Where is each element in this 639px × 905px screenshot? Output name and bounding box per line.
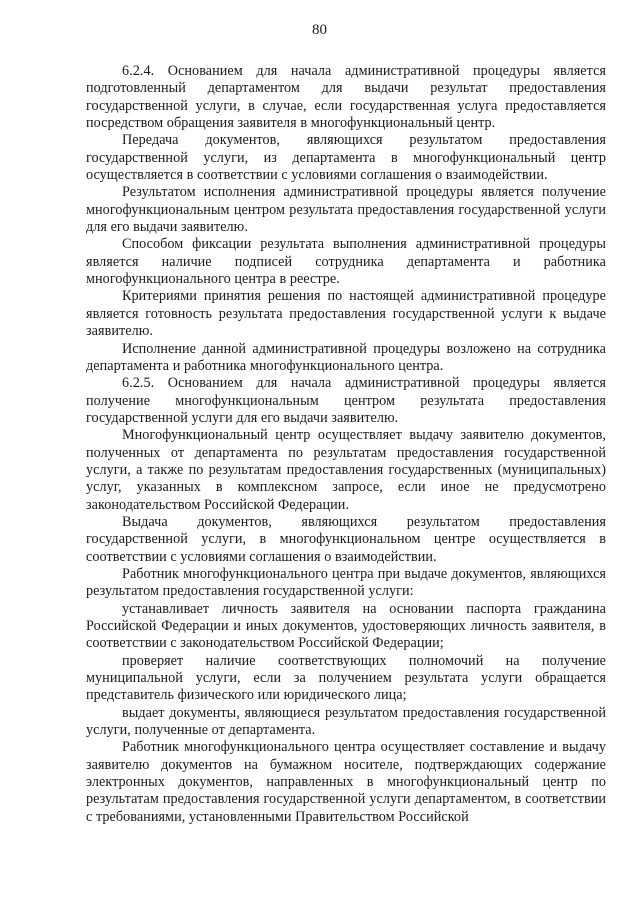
paragraph-decision-criteria: Критериями принятия решения по настоящей административной процедуре является готовность результата предоставления государственной услуги к выдаче заявителю. xyxy=(86,288,606,340)
paragraph-6-2-4: 6.2.4. Основанием для начала административной процедуры является подготовленный департаментом для выдачи результат предоставления государственной услуги, в случае, если государственная услуга предоставляется посредством обращения заявителя в многофункциональный центр. xyxy=(86,63,606,132)
page-number: 80 xyxy=(312,22,327,38)
paragraph-execution-responsibility: Исполнение данной административной процедуры возложено на сотрудника департамента и работника многофункционального центра. xyxy=(86,340,606,374)
paragraph-mfc-worker-duties: Работник многофункционального центра при выдаче документов, являющихся результатом предоставления государственной услуги: xyxy=(86,565,606,600)
paragraph-transfer-documents: Передача документов, являющихся результатом предоставления государственной услуги, из департамента в многофункциональный центр осуществляется в соответствии с условиями соглашения о взаимодействии. xyxy=(86,132,606,184)
paragraph-issuance-agreement: Выдача документов, являющихся результатом предоставления государственной услуги, в многофункциональном центре осуществляется в соответствии с условиями соглашения о взаимодействии. xyxy=(86,513,606,565)
paragraph-fixation-method: Способом фиксации результата выполнения административной процедуры является наличие подписей сотрудника департамента и работника многофункционального центра в реестре. xyxy=(86,236,606,288)
document-body xyxy=(86,63,606,826)
paragraph-paper-documents: Работник многофункционального центра осуществляет составление и выдачу заявителю документов на бумажном носителе, подтверждающих содержание электронных документов, направленных в многофункциональный центр по результатам предоставления государственной услуги департаментом, в соответствии с требованиями, установленными Правительством Российской xyxy=(86,739,606,825)
paragraph-issue-documents: выдает документы, являющиеся результатом предоставления государственной услуги, полученные от департамента. xyxy=(86,704,606,739)
paragraph-6-2-5: 6.2.5. Основанием для начала административной процедуры является получение многофункциональным центром результата предоставления государственной услуги для его выдачи заявителю. xyxy=(86,375,606,426)
paragraph-procedure-result: Результатом исполнения административной процедуры является получение многофункциональным центром результата предоставления государственной услуги для его выдачи заявителю. xyxy=(86,184,606,236)
paragraph-identity-check: устанавливает личность заявителя на основании паспорта гражданина Российской Федерации и иных документов, удостоверяющих личность заявителя, в соответствии с законодательством Российской Федерации; xyxy=(86,600,606,652)
paragraph-authority-check: проверяет наличие соответствующих полномочий на получение муниципальной услуги, если за получением результата услуги обращается представитель физического или юридического лица; xyxy=(86,652,606,704)
paragraph-mfc-issuance: Многофункциональный центр осуществляет выдачу заявителю документов, полученных от департамента по результатам предоставления государственной услуги, а также по результатам предоставления государственных (муниципальных) услуг, указанных в комплексном запросе, если иное не предусмотрено законодательством Российской Федерации. xyxy=(86,427,606,513)
